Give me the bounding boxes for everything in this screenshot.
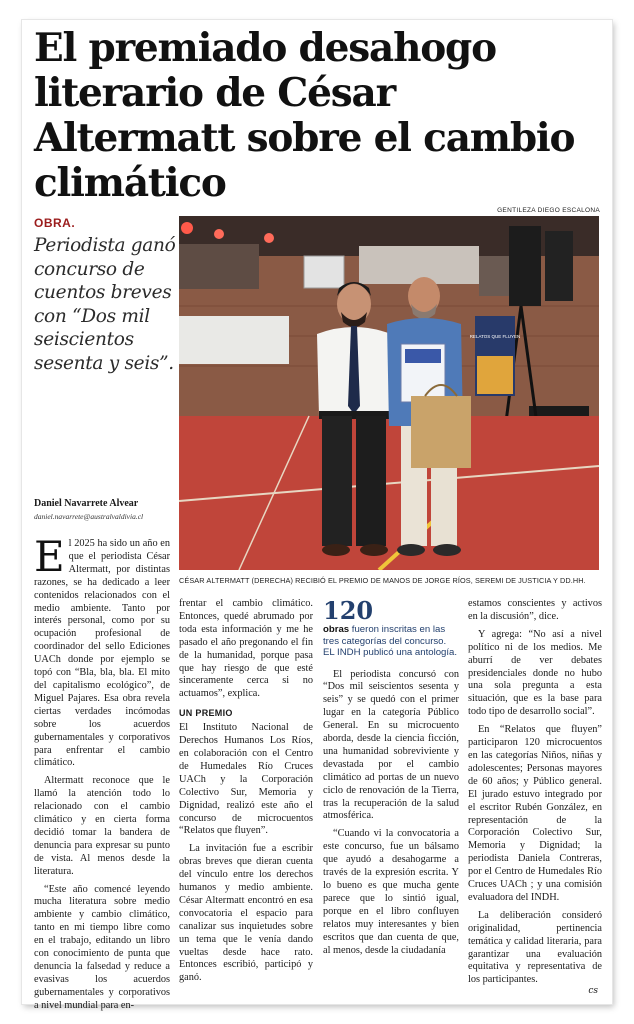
section-label: OBRA. (34, 216, 76, 230)
newspaper-page (22, 20, 612, 1011)
paragraph: “Este año comencé leyendo mucha literatura sobre medio ambiente y cambio climático, tanto en mi tiempo libre como en el trabajo, editando un libro con conocimiento de punta que denuncia la falsedad y reduce a evasivas los acuerdos gubernamentales y corporativos a nivel mundial para en- (34, 883, 170, 1011)
callout-bold: obras (323, 624, 350, 635)
award-photo-illustration (179, 216, 599, 570)
paragraph: La invitación fue a escribir obras breves que dieran cuenta del vínculo entre los derechos humanos y medio ambiente. César Altermatt encontró en esa convocatoria el espacio para canalizar sus inquietudes sobre un tema que le venía dando vueltas desde hace rato. Entonces escribió, participó y ganó. (179, 843, 313, 984)
photo-caption: CÉSAR ALTERMATT (DERECHA) RECIBIÓ EL PREMIO DE MANOS DE JORGE RÍOS, SEREMI DE JUSTICIA Y DD.HH. (179, 576, 586, 585)
author-email: daniel.navarrete@australvaldivia.cl (34, 512, 144, 521)
author-name: Daniel Navarrete Alvear (34, 498, 139, 509)
column-3 (323, 598, 459, 962)
drop-cap: E (34, 532, 65, 581)
subhead: UN PREMIO (179, 708, 233, 719)
headline: El premiado desahogo literario de César Altermatt sobre el cambio climático (34, 25, 575, 206)
award-photo (179, 216, 599, 570)
paragraph: El periodista concursó con “Dos mil seiscientos sesenta y seis” y se quedó con el primer lugar en la categoría Público General. En su microcuento aborda, desde la ciencia ficción, una humanidad sobreviviente y devastada por el cambio climático ad portas de un nuevo ciclo de renovación de la Tierra, tras la recuperación de la salud atmosférica. (323, 668, 459, 822)
paragraph: estamos conscientes y activos en la discusión”, dice. (468, 598, 602, 622)
callout-text: fueron inscritas en las tres categorías del concurso. EL INDH publicó una antología. (323, 624, 458, 658)
paragraph: La deliberación consideró originalidad, pertinencia temática y calidad literaria, para garantizar una evaluación equitativa y representativa de los participantes. (468, 909, 602, 986)
paragraph: “Cuando vi la convocatoria a este concurso, fue un bálsamo que ayudó a desahogarme a través de la expresión escrita. Y lo bueno es que mucha gente parece que lo sintió igual, porque en el libro confluyen relatos muy interesantes y bien escritos que dan cuenta de que, al menos, desde la ciudadanía (323, 828, 459, 956)
paragraph: El Instituto Nacional de Derechos Humanos Los Ríos, en colaboración con el Centro de Humedales Río Cruces UACh y la Corporación Colectivo Sur, Memoria y Dignidad, realizó este año el concurso de microcuentos “Relatos que fluyen”. (179, 722, 313, 837)
photo-credit: GENTILEZA DIEGO ESCALONA (497, 207, 600, 214)
paragraph-text: l 2025 ha sido un año en que el periodista César Altermatt, por distintas razones, se ha dedicado a leer contenidos relacionados con el medio ambiente. Tanto por interés personal, como por su ocupación profesional de coordinador del sello Ediciones UACh donde por ejemplo se topó con “Bla, bla, bla. El mito del capitalismo ecológico”, de Miguel Pajares. Esa obra revela ciertas verdades incómodas sobre los acuerdos gubernamentales y corporativos para enfrentar el cambio climático. (34, 538, 170, 769)
column-2 (179, 598, 313, 990)
paragraph: En “Relatos que fluyen” participaron 120 microcuentos en las categorías Niños, niñas y adolescentes; Personas mayores de 60 años; y Público general. El jurado estuvo integrado por el escritor Rubén González, en representación de la Corporación Colectivo Sur, Memoria y Dignidad; la periodista Daniela Contreras, por el Centro de Humedales Río Cruces UACh ; y una comisión evaluadora del INDH. (468, 724, 602, 903)
paragraph: Y agrega: “No así a nivel político ni de los medios. Me aburrí de ver debates presidenciales donde no hubo una sola pregunta a esta situación, que es la base para todo tipo de desarrollo social”. (468, 628, 602, 718)
deck: Periodista ganó concurso de cuentos breves con “Dos mil seiscientos sesenta y seis”. (34, 235, 176, 374)
column-1 (34, 532, 170, 1018)
paragraph (34, 532, 170, 770)
callout (323, 624, 459, 659)
end-mark: cs (588, 986, 598, 996)
banner-text: RELATOS QUE FLUYEN (469, 334, 521, 339)
callout-number: 120 (323, 596, 374, 625)
paragraph: Altermatt reconoce que le llamó la atención todo lo relacionado con el cambio climático y en cierta forma decidió tomar la bandera de denuncia para expresar su punto de vista. Al menos desde la literatura. (34, 775, 170, 877)
paragraph: frentar el cambio climático. Entonces, quedé abrumado por toda esta información y me he pasado el año pregonando el fin de la humanidad, porque pasa que hay riesgo de que esté sinceramente cerca si no actuamos”, explica. (179, 598, 313, 700)
column-4 (468, 598, 602, 992)
